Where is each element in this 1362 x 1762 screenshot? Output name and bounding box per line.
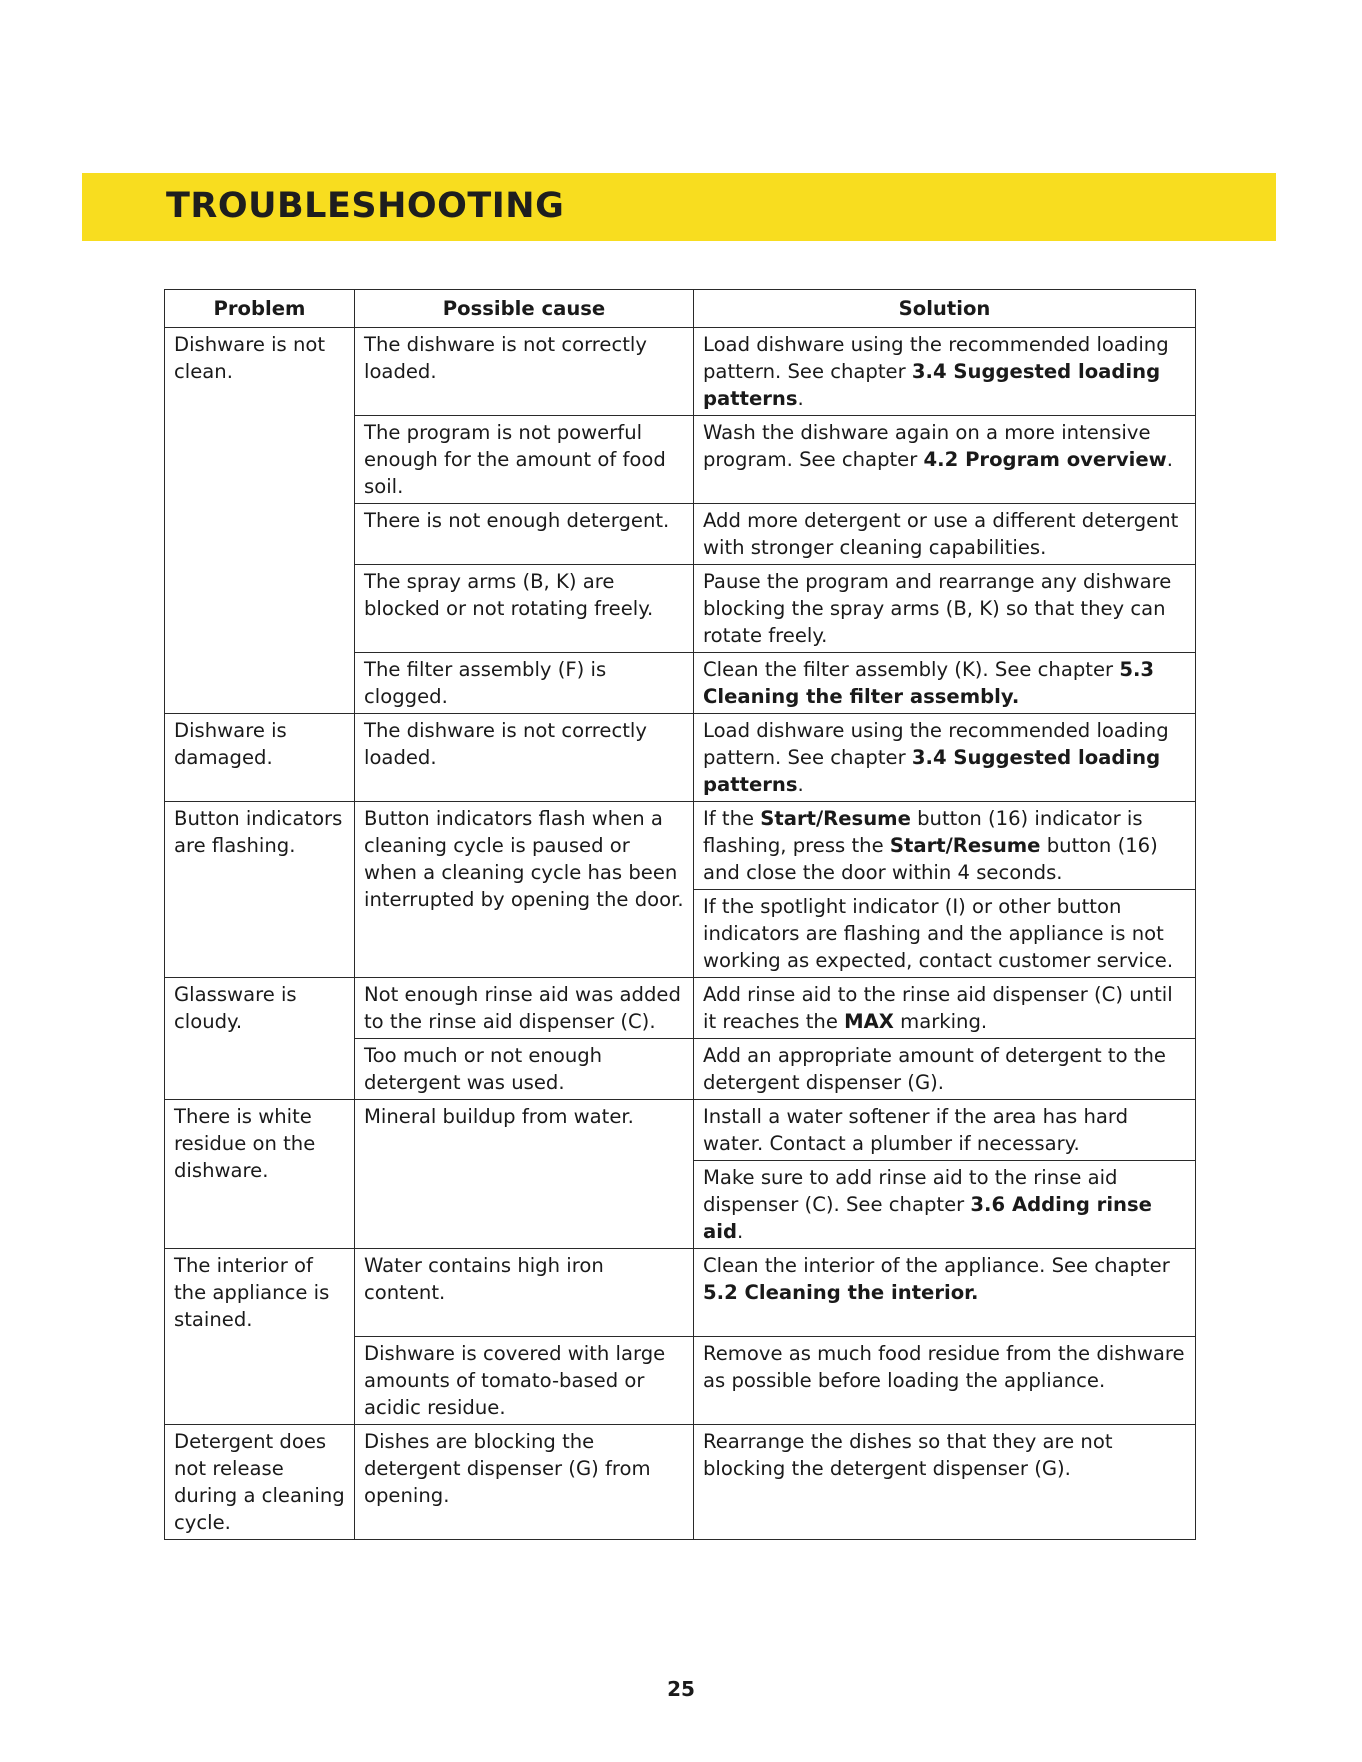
solution-cell: Remove as much food residue from the dishware as possible before loading the appliance. — [694, 1337, 1196, 1425]
solution-cell: Clean the filter assembly (K). See chapter 5.3 Cleaning the filter assembly. — [694, 653, 1196, 714]
cause-cell: Mineral buildup from water. — [355, 1100, 694, 1249]
problem-cell: Dishware is not clean. — [165, 328, 355, 714]
problem-cell: Dishware is damaged. — [165, 714, 355, 802]
solution-cell: Make sure to add rinse aid to the rinse aid dispenser (C). See chapter 3.6 Adding rinse aid. — [694, 1161, 1196, 1249]
solution-cell: Add more detergent or use a different detergent with stronger cleaning capabilities. — [694, 504, 1196, 565]
solution-cell: If the Start/Resume button (16) indicator is flashing, press the Start/Resume button (16) and close the door within 4 seconds. — [694, 802, 1196, 890]
solution-cell: Install a water softener if the area has hard water. Contact a plumber if necessary. — [694, 1100, 1196, 1161]
table-row — [165, 802, 1196, 890]
table-row — [165, 1100, 1196, 1161]
header-possible-cause: Possible cause — [355, 290, 694, 328]
cause-cell: Too much or not enough detergent was used. — [355, 1039, 694, 1100]
troubleshooting-table — [164, 289, 1196, 1540]
solution-cell: Load dishware using the recommended loading pattern. See chapter 3.4 Suggested loading patterns. — [694, 714, 1196, 802]
title-banner — [82, 173, 1276, 241]
problem-cell: Button indicators are flashing. — [165, 802, 355, 978]
table-row — [165, 978, 1196, 1039]
problem-cell: The interior of the appliance is stained. — [165, 1249, 355, 1425]
cause-cell: The program is not powerful enough for the amount of food soil. — [355, 416, 694, 504]
cause-cell: There is not enough detergent. — [355, 504, 694, 565]
cause-cell: Dishes are blocking the detergent dispenser (G) from opening. — [355, 1425, 694, 1540]
table-row — [165, 328, 1196, 416]
solution-cell: Clean the interior of the appliance. See chapter 5.2 Cleaning the interior. — [694, 1249, 1196, 1337]
cause-cell: The dishware is not correctly loaded. — [355, 328, 694, 416]
cause-cell: The filter assembly (F) is clogged. — [355, 653, 694, 714]
table-row — [165, 714, 1196, 802]
cause-cell: Water contains high iron content. — [355, 1249, 694, 1337]
problem-cell: There is white residue on the dishware. — [165, 1100, 355, 1249]
header-solution: Solution — [694, 290, 1196, 328]
cause-cell: The dishware is not correctly loaded. — [355, 714, 694, 802]
solution-cell: Add rinse aid to the rinse aid dispenser (C) until it reaches the MAX marking. — [694, 978, 1196, 1039]
solution-cell: Wash the dishware again on a more intensive program. See chapter 4.2 Program overview. — [694, 416, 1196, 504]
solution-cell: If the spotlight indicator (I) or other button indicators are flashing and the appliance is not working as expected, contact customer service. — [694, 890, 1196, 978]
problem-cell: Glassware is cloudy. — [165, 978, 355, 1100]
problem-cell: Detergent does not release during a cleaning cycle. — [165, 1425, 355, 1540]
page-number: 25 — [667, 1677, 695, 1701]
cause-cell: The spray arms (B, K) are blocked or not rotating freely. — [355, 565, 694, 653]
solution-cell: Load dishware using the recommended loading pattern. See chapter 3.4 Suggested loading patterns. — [694, 328, 1196, 416]
table-row — [165, 1425, 1196, 1540]
solution-cell: Add an appropriate amount of detergent to the detergent dispenser (G). — [694, 1039, 1196, 1100]
solution-cell: Rearrange the dishes so that they are not blocking the detergent dispenser (G). — [694, 1425, 1196, 1540]
header-problem: Problem — [165, 290, 355, 328]
table-row — [165, 1249, 1196, 1337]
cause-cell: Dishware is covered with large amounts of tomato-based or acidic residue. — [355, 1337, 694, 1425]
cause-cell: Button indicators flash when a cleaning cycle is paused or when a cleaning cycle has been interrupted by opening the door. — [355, 802, 694, 978]
solution-cell: Pause the program and rearrange any dishware blocking the spray arms (B, K) so that they can rotate freely. — [694, 565, 1196, 653]
page-title: TROUBLESHOOTING — [166, 186, 565, 226]
table-header-row — [165, 290, 1196, 328]
cause-cell: Not enough rinse aid was added to the rinse aid dispenser (C). — [355, 978, 694, 1039]
